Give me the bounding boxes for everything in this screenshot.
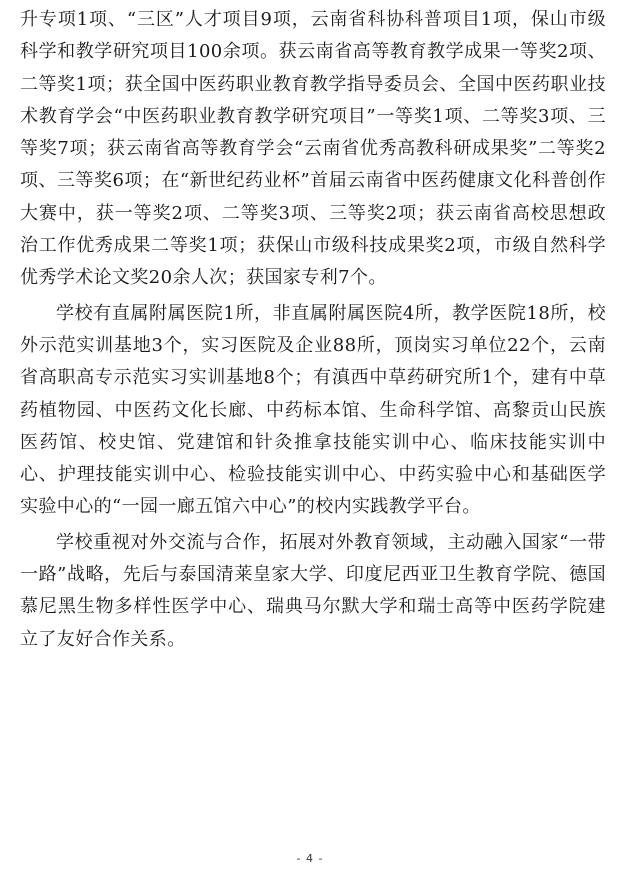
page-number: - 4 - <box>296 852 324 865</box>
paragraph-achievements: 升专项1项、“三区”人才项目9项，云南省科协科普项目1项，保山市级科学和教学研究项目100余项。获云南省高等教育教学成果一等奖2项、二等奖1项；获全国中医药职业教育教学指导委员会、全国中医药职业技术教育学会“中医药职业教育教学研究项目”一等奖1项、二等奖3项、三等奖7项；获云南省高等教育学会“云南省优秀高教科研成果奖”二等奖2项、三等奖6项；在“新世纪药业杯”首届云南省中医药健康文化科普创作大赛中，获一等奖2项、二等奖3项、三等奖2项；获云南省高校思想政治工作优秀成果二等奖1项；获保山市级科技成果奖2项，市级自然科学优秀学术论文奖20余人次；获国家专利7个。 <box>20 9 606 289</box>
document-body <box>20 4 606 659</box>
paragraph-international-cooperation: 学校重视对外交流与合作，拓展对外教育领域，主动融入国家“一带一路”战略，先后与泰国清莱皇家大学、印度尼西亚卫生教育学院、德国慕尼黑生物多样性医学中心、瑞典马尔默大学和瑞士高等中医药学院建立了友好合作关系。 <box>20 531 606 650</box>
paragraph-hospitals-and-training-bases: 学校有直属附属医院1所，非直属附属医院4所，教学医院18所，校外示范实训基地3个，实习医院及企业88所，顶岗实习单位22个，云南省高职高专示范实习实训基地8个；有滇西中草药研究所1个，建有中草药植物园、中医药文化长廊、中药标本馆、生命科学馆、高黎贡山民族医药馆、校史馆、党建馆和针灸推拿技能实训中心、临床技能实训中心、护理技能实训中心、检验技能实训中心、中药实验中心和基础医学实验中心的“一园一廊五馆六中心”的校内实践教学平台。 <box>20 302 606 518</box>
